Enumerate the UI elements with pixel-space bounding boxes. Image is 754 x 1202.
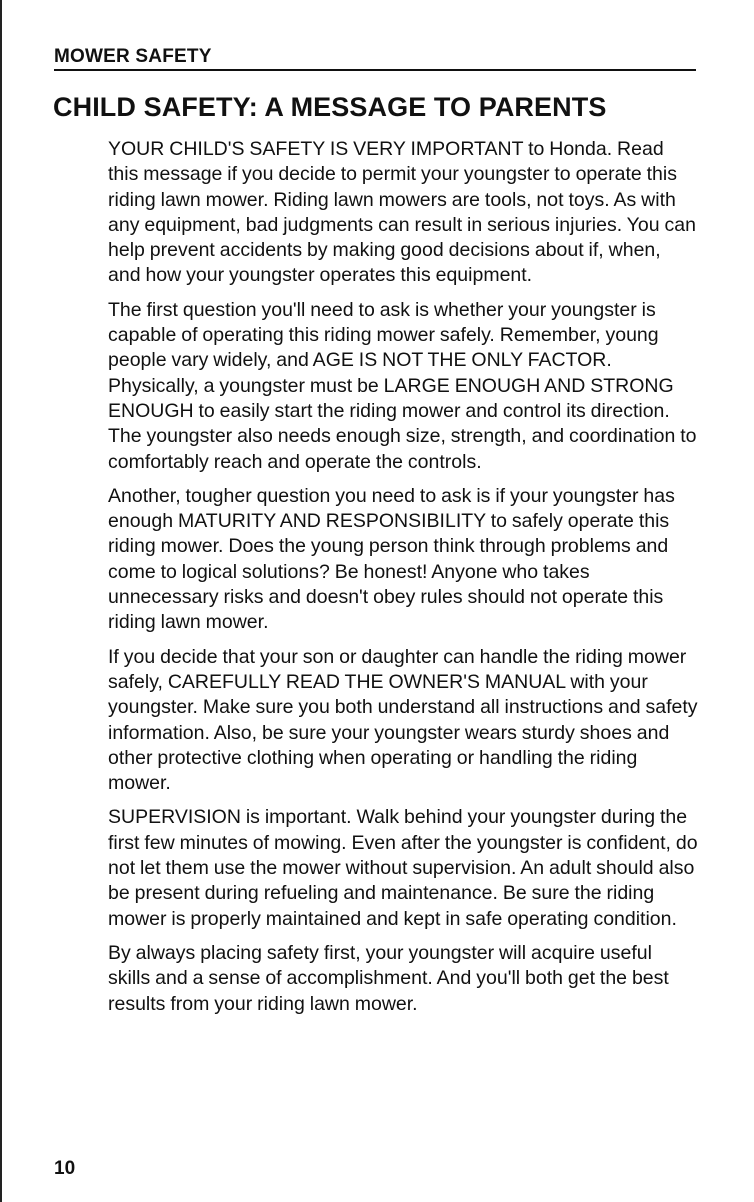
header-rule: [54, 69, 696, 71]
page-left-edge: [0, 0, 2, 1202]
section-header: MOWER SAFETY: [54, 46, 212, 67]
paragraph-read-manual: If you decide that your son or daughter can handle the riding mower safely, CAREFULLY READ THE OWNER'S MANUAL with your youngster. Make sure you both understand all instructions and safety information. Also, be sure your youngster wears sturdy shoes and other protective clothing when operating or handling the riding mower.: [108, 645, 698, 795]
paragraph-child-safety-importance: YOUR CHILD'S SAFETY IS VERY IMPORTANT to Honda. Read this message if you decide to permit your youngster to operate this riding lawn mower. Riding lawn mowers are tools, not toys. As with any equipment, bad judgments can result in serious injuries. You can help prevent accidents by making good decisions about if, when, and how your youngster operates this equipment.: [108, 138, 696, 287]
body-text: [108, 137, 698, 1026]
page-number: 10: [54, 1158, 76, 1179]
paragraph-physical-capability: The first question you'll need to ask is whether your youngster is capable of operating this riding mower safely. Remember, young people vary widely, and AGE IS NOT THE ONLY FACTOR. Physically, a youngster must be LARGE ENOUGH AND STRONG ENOUGH to easily start the riding mower and control its direction. The youngster also needs enough size, strength, and coordination to comfortably reach and operate the controls.: [108, 298, 697, 473]
paragraph-conclusion: By always placing safety first, your youngster will acquire useful skills and a sense of accomplishment. And you'll both get the best results from your riding lawn mower.: [108, 941, 669, 1015]
page-title: CHILD SAFETY: A MESSAGE TO PARENTS: [53, 92, 607, 122]
paragraph-maturity: Another, tougher question you need to ask is if your youngster has enough MATURITY AND RESPONSIBILITY to safely operate this riding mower. Does the young person think through problems and come to logical solutions? Be honest! Anyone who takes unnecessary risks and doesn't obey rules should not operate this riding lawn mower.: [108, 484, 675, 634]
paragraph-supervision: SUPERVISION is important. Walk behind your youngster during the first few minutes of mowing. Even after the youngster is confident, do not let them use the mower without supervision. An adult should also be present during refueling and maintenance. Be sure the riding mower is properly maintained and kept in safe operating condition.: [108, 806, 698, 930]
